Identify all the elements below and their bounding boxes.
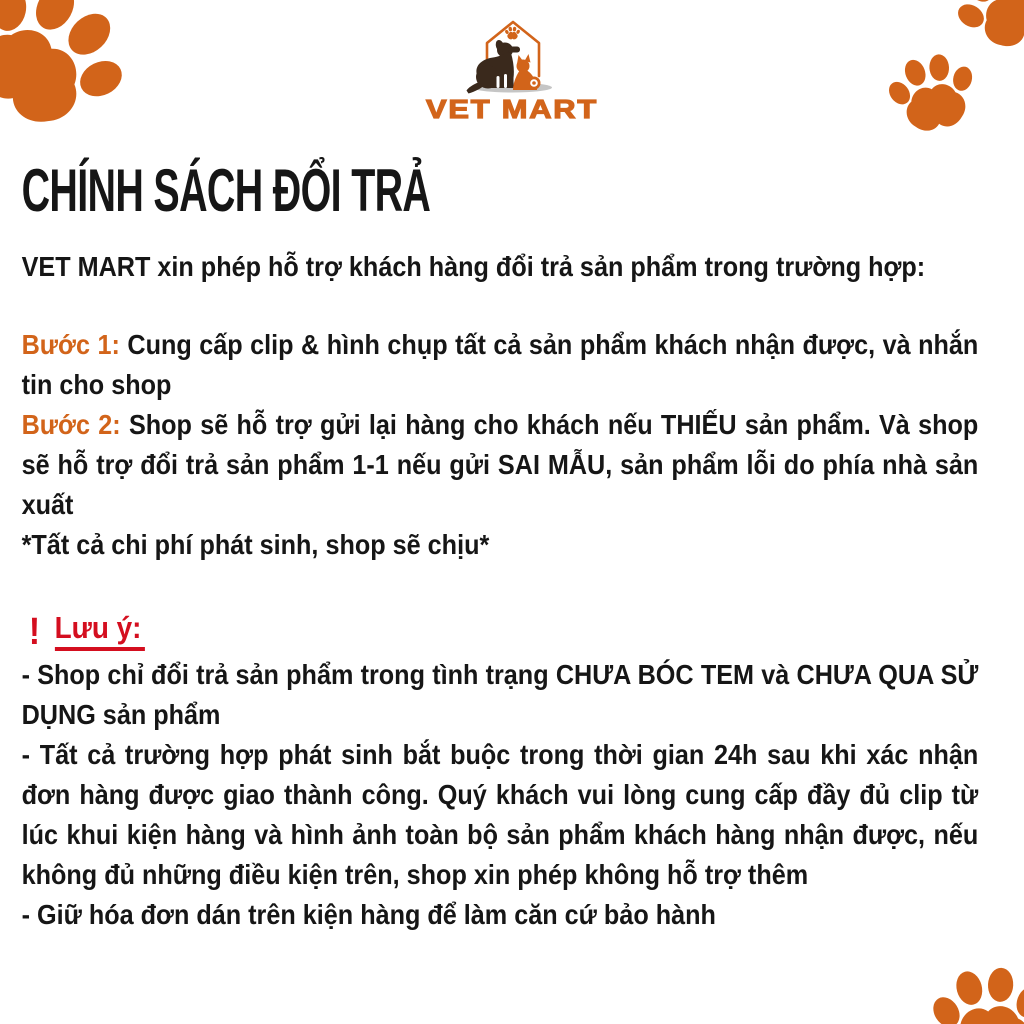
step-2-text: Shop sẽ hỗ trợ gửi lại hàng cho khách nếu THIẾU sản phẩm. Và shop sẽ hỗ trợ đổi trả sản phẩm 1-1 nếu gửi SAI MẪU, sản phẩm lỗi do phía nhà sản xuất — [21, 409, 979, 520]
note-item: - Shop chỉ đổi trả sản phẩm trong tình trạng CHƯA BÓC TEM và CHƯA QUA SỬ DỤNG sản phẩm — [21, 659, 979, 730]
notes-section — [22, 655, 979, 935]
brand-wordmark: VET MART — [426, 94, 598, 123]
intro-text: VET MART xin phép hỗ trợ khách hàng đổi trả sản phẩm trong trường hợp: — [21, 251, 926, 282]
step-1-label: Bước 1: — [21, 329, 120, 360]
exclamation-icon: ! — [28, 611, 41, 653]
dog-silhouette-icon — [467, 39, 521, 94]
step-2 — [22, 405, 979, 525]
paw-print-icon — [920, 950, 1024, 1024]
cat-silhouette-icon — [513, 54, 541, 90]
vet-mart-logo — [0, 16, 1024, 123]
step-1 — [22, 325, 979, 405]
policy-content — [0, 141, 1000, 935]
fee-note: *Tất cả chi phí phát sinh, shop sẽ chịu* — [21, 529, 490, 560]
page-title: CHÍNH SÁCH ĐỔI TRẢ — [21, 157, 431, 224]
note-item: - Giữ hóa đơn dán trên kiện hàng để làm căn cứ bảo hành — [21, 899, 716, 930]
step-1-text: Cung cấp clip & hình chụp tất cả sản phẩm khách nhận được, và nhắn tin cho shop — [21, 329, 979, 400]
note-item: - Tất cả trường hợp phát sinh bắt buộc trong thời gian 24h sau khi xác nhận đơn hàng được giao thành công. Quý khách vui lòng cung cấp đầy đủ clip từ lúc khui kiện hàng và hình ảnh toàn bộ sản phẩm khách hàng nhận được, nếu không đủ những điều kiện trên, shop xin phép không hỗ trợ thêm — [21, 739, 979, 890]
notice-label: Lưu ý: — [55, 611, 145, 651]
notice-heading — [22, 611, 979, 651]
step-2-label: Bước 2: — [21, 409, 121, 440]
steps-section — [22, 325, 979, 565]
